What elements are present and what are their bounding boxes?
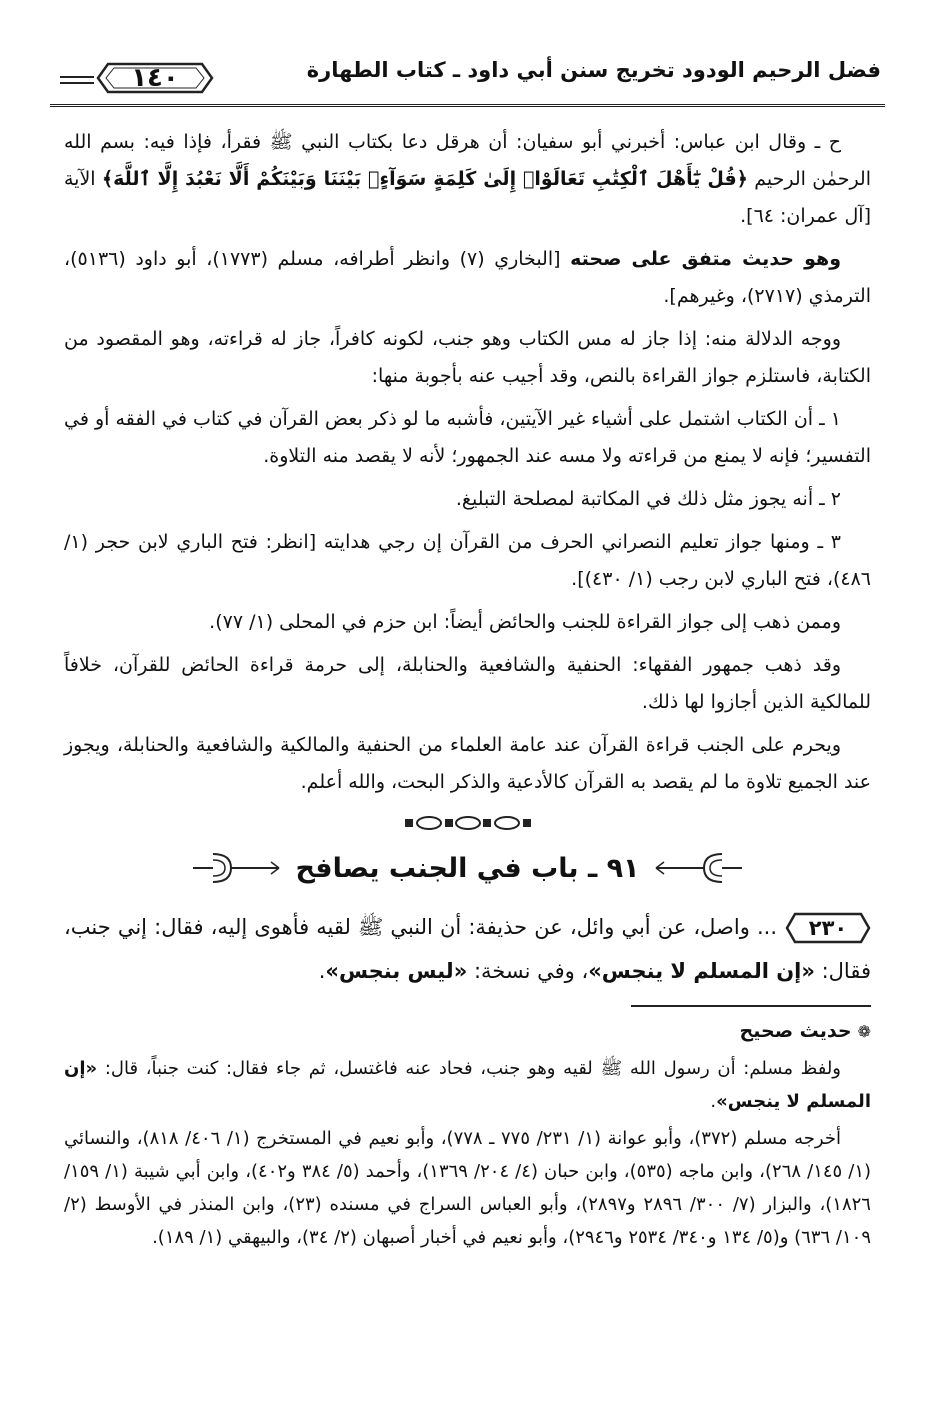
hadith-number: ٢٣٠ xyxy=(808,916,848,940)
page-content xyxy=(64,124,871,1258)
commentary-text: ولفظ مسلم: أن رسول الله ﷺ لقيه وهو جنب، فحاد عنه فاغتسل، ثم جاء فقال: كنت جنباً، قال: xyxy=(97,1058,841,1079)
chapter-heading xyxy=(64,841,871,895)
hadith-number-badge xyxy=(785,911,871,945)
paragraph-evidence: ووجه الدلالة منه: إذا جاز له مس الكتاب وهو جنب، لكونه كافراً، جاز له قراءته، وهو المقصود من الكتابة، فاستلزم جواز القراءة بالنص، وقد أجيب عنه بأجوبة منها: xyxy=(64,328,871,387)
ornament-icon xyxy=(403,815,533,831)
hadith-quote: «إن المسلم لا ينجس» xyxy=(64,1058,871,1112)
footnote-divider xyxy=(631,1005,871,1007)
hadith-narration: ، وفي نسخة: xyxy=(467,959,589,983)
bold-phrase: وهو حديث متفق على صحته xyxy=(570,248,842,270)
page-number: ١٤٠ xyxy=(131,63,179,93)
paragraph-text: [البخاري (٧) وانظر أطرافه، مسلم (١٧٧٣)، أبو داود (٥١٣٦)، الترمذي (٢٧١٧)، وغيرهم]. xyxy=(64,248,871,307)
paragraph-ibn-hazm: وممن ذهب إلى جواز القراءة للجنب والحائض أيضاً: ابن حزم في المحلى (١/ ٧٧). xyxy=(209,611,841,633)
section-end-ornament xyxy=(64,807,871,827)
header-rule xyxy=(60,76,94,78)
hadith-grade: حديث صحيح xyxy=(739,1020,852,1042)
paragraph-text: ح ـ وقال ابن عباس: أخبرني أبو سفيان: أن هرقل دعا بكتاب النبي ﷺ فقرأ، فإذا فيه: بسم الله الرحمٰن الرحيم xyxy=(64,131,872,190)
header-rule xyxy=(60,82,94,84)
chapter-ornament-left-icon xyxy=(191,848,283,888)
commentary-muslim-wording xyxy=(64,1052,871,1118)
paragraph-heraclius xyxy=(64,124,871,235)
grade-line xyxy=(64,1015,871,1048)
chapter-ornament-right-icon xyxy=(652,848,744,888)
hadith-text xyxy=(64,905,871,993)
paragraph-jumhur: وقد ذهب جمهور الفقهاء: الحنفية والشافعية والحنابلة، إلى حرمة قراءة الحائض للقرآن، خلافاً للمالكية الذين أجازوا لها ذلك. xyxy=(64,654,871,713)
hadith-narration: . xyxy=(318,959,326,983)
commentary-takhrij: أخرجه مسلم (٣٧٢)، وأبو عوانة (١/ ٢٣١/ ٧٧٥ ـ ٧٧٨)، وأبو نعيم في المستخرج (١/ ٤٠٦/ ٨١٨)، والنسائي (١/ ١٤٥/ ٢٦٨)، وابن ماجه (٥٣٥)، وابن حبان (٤/ ٢٠٤/ ١٣٦٩)، وأحمد (٥/ ٣٨٤ و٤٠٢)، وابن أبي شيبة (١/ ١٥٩/ ١٨٢٦)، والبزار (٧/ ٣٠٠/ ٢٨٩٦ و٢٨٩٧)، وأبو العباس السراج في مسنده (٢٣)، وابن المنذر في الأوسط (٢/ ١٠٩/ ٦٣٦) و(٥/ ١٣٤ و٣٤٠/ ٢٥٣٤ و٢٩٤٦)، وأبو نعيم في أخبار أصبهان (٢/ ٣٤)، والبيهقي (١/ ١٨٩). xyxy=(64,1128,872,1248)
hadith-narration: ... واصل، عن أبي وائل، عن حذيفة: أن النبي ﷺ لقيه فأهوى إليه، فقال: إني جنب، فقال: xyxy=(64,915,871,983)
paragraph-answer-2: ٢ ـ أنه يجوز مثل ذلك في المكاتبة لمصلحة التبليغ. xyxy=(455,488,841,510)
chapter-title: ٩١ ـ باب في الجنب يصافح xyxy=(295,852,640,884)
paragraph-answer-3: ٣ ـ ومنها جواز تعليم النصراني الحرف من القرآن إن رجي هدايته [انظر: فتح الباري لابن حجر (١/ ٤٨٦)، فتح الباري لابن رجب (١/ ٤٣٠)]. xyxy=(64,531,871,590)
quran-verse: ﴿قُلْ يَٰٓأَهْلَ ٱلْكِتَٰبِ تَعَالَوْا۟ إِلَىٰ كَلِمَةٍ سَوَآءٍۭ بَيْنَنَا وَبَيْنَكُمْ أَلَّا نَعْبُدَ إِلَّا ٱللَّهَ﴾ xyxy=(101,168,748,190)
paragraph-junub-ruling: ويحرم على الجنب قراءة القرآن عند عامة العلماء من الحنفية والمالكية والشافعية والحنابلة، ويجوز عند الجميع تلاوة ما لم يقصد به القرآن كالأدعية والذكر البحت، والله أعلم. xyxy=(64,734,871,793)
hadith-quote: «إن المسلم لا ينجس» xyxy=(588,959,815,983)
page-header xyxy=(50,52,885,107)
paragraph-takhrij xyxy=(64,241,871,315)
grade-bullet-icon: ❁ xyxy=(857,1022,871,1041)
commentary xyxy=(64,1015,871,1254)
page-number-ornament xyxy=(50,60,240,100)
paragraph-answer-1: ١ ـ أن الكتاب اشتمل على أشياء غير الآيتين، فأشبه ما لو ذكر بعض القرآن في كتاب في الفقه أو في التفسير؛ فإنه لا يمنع من قراءته ولا مسه عند الجمهور؛ لأنه لا يقصد منه التلاوة. xyxy=(64,408,871,467)
paragraph-text: الآية [آل عمران: ٦٤]. xyxy=(64,168,871,227)
commentary-text: . xyxy=(710,1091,717,1112)
hadith-quote: «ليس بنجس» xyxy=(325,959,468,983)
running-title: فضل الرحيم الودود تخريج سنن أبي داود ـ كتاب الطهارة xyxy=(306,58,881,82)
page-number-box xyxy=(96,60,214,96)
